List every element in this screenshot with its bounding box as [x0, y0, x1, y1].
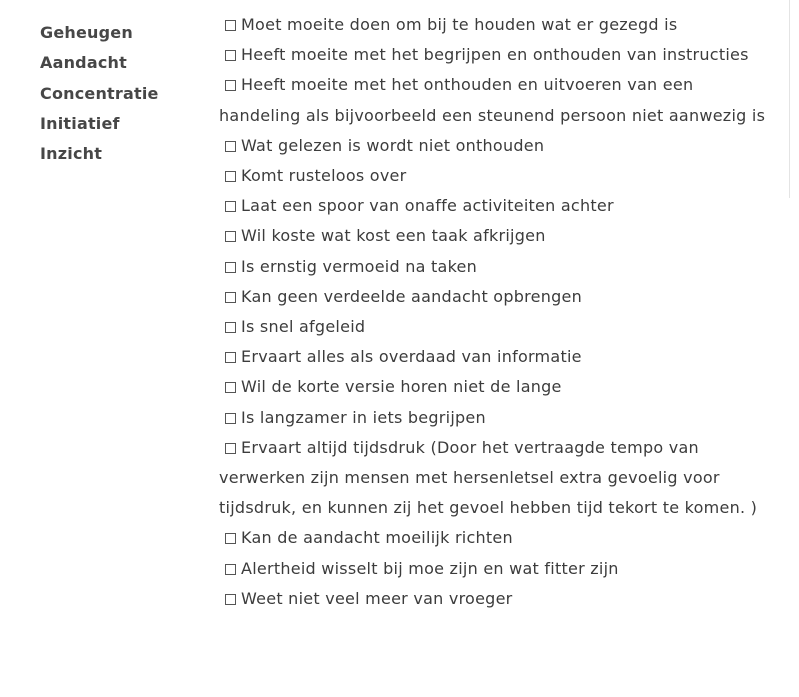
checkbox[interactable] [225, 533, 236, 544]
checklist-item [219, 403, 779, 433]
checklist-item [219, 70, 779, 130]
checklist-item-label: Moet moeite doen om bij te houden wat er gezegd is [241, 15, 678, 34]
checkbox[interactable] [225, 20, 236, 31]
category-aandacht: Aandacht [40, 53, 127, 73]
checklist-item [219, 40, 779, 70]
checkbox[interactable] [225, 352, 236, 363]
checklist-item-label: Kan geen verdeelde aandacht opbrengen [241, 286, 583, 306]
checklist-item-label: Wat gelezen is wordt niet onthouden [241, 135, 545, 155]
checklist-item [219, 131, 779, 161]
checklist-item [219, 10, 779, 40]
checklist-item-label: Weet niet veel meer van vroeger [241, 588, 513, 608]
checkbox[interactable] [225, 231, 236, 242]
checklist-item-label: Wil de korte versie horen niet de lange [241, 377, 562, 397]
checkbox[interactable] [225, 382, 236, 393]
checklist-item [219, 584, 779, 614]
checklist-item-label: Is langzamer in iets begrijpen [241, 407, 486, 427]
checklist-item-label: Wil koste wat kost een taak afkrijgen [241, 226, 546, 246]
category-concentratie: Concentratie [40, 83, 159, 103]
checklist-item-label: Is snel afgeleid [241, 317, 366, 337]
category-initiatief: Initiatief [40, 113, 120, 133]
checklist-item-label: Ervaart altijd tijdsdruk (Door het vertraagde tempo van verwerken zijn mensen met hersenletsel extra gevoelig voor tijdsdruk, en kunnen zij het gevoel hebben tijd tekort te komen. ) [219, 437, 758, 518]
checkbox[interactable] [225, 141, 236, 152]
checkbox[interactable] [225, 201, 236, 212]
panel-edge-divider [789, 0, 790, 198]
checkbox[interactable] [225, 262, 236, 273]
checkbox[interactable] [225, 50, 236, 61]
category-list [40, 18, 210, 169]
checklist-item [219, 433, 779, 524]
category-inzicht: Inzicht [40, 144, 103, 164]
checklist-item-label: Ervaart alles als overdaad van informatie [241, 347, 582, 367]
checklist-item [219, 554, 779, 584]
checklist [219, 10, 779, 614]
checklist-item [219, 252, 779, 282]
checkbox[interactable] [225, 594, 236, 605]
checklist-item-label: Is ernstig vermoeid na taken [241, 256, 478, 276]
category-geheugen: Geheugen [40, 23, 133, 42]
checklist-item-label: Komt rusteloos over [241, 166, 407, 186]
checkbox[interactable] [225, 413, 236, 424]
checkbox[interactable] [225, 564, 236, 575]
checkbox[interactable] [225, 80, 236, 91]
checklist-item [219, 161, 779, 191]
checklist-item [219, 191, 779, 221]
checklist-item-label: Heeft moeite met het onthouden en uitvoeren van een handeling als bijvoorbeeld een steunend persoon niet aanwezig is [219, 75, 766, 125]
checklist-item-label: Laat een spoor van onaffe activiteiten achter [241, 196, 614, 216]
checklist-item-label: Alertheid wisselt bij moe zijn en wat fitter zijn [241, 558, 619, 578]
checklist-item [219, 523, 779, 553]
checkbox[interactable] [225, 292, 236, 303]
checklist-item [219, 372, 779, 402]
checklist-item [219, 221, 779, 251]
checkbox[interactable] [225, 322, 236, 333]
checkbox[interactable] [225, 171, 236, 182]
checklist-item [219, 342, 779, 372]
checklist-item [219, 282, 779, 312]
checklist-item [219, 312, 779, 342]
checklist-item-label: Heeft moeite met het begrijpen en onthouden van instructies [241, 45, 749, 65]
checklist-item-label: Kan de aandacht moeilijk richten [241, 528, 513, 548]
checkbox[interactable] [225, 443, 236, 454]
